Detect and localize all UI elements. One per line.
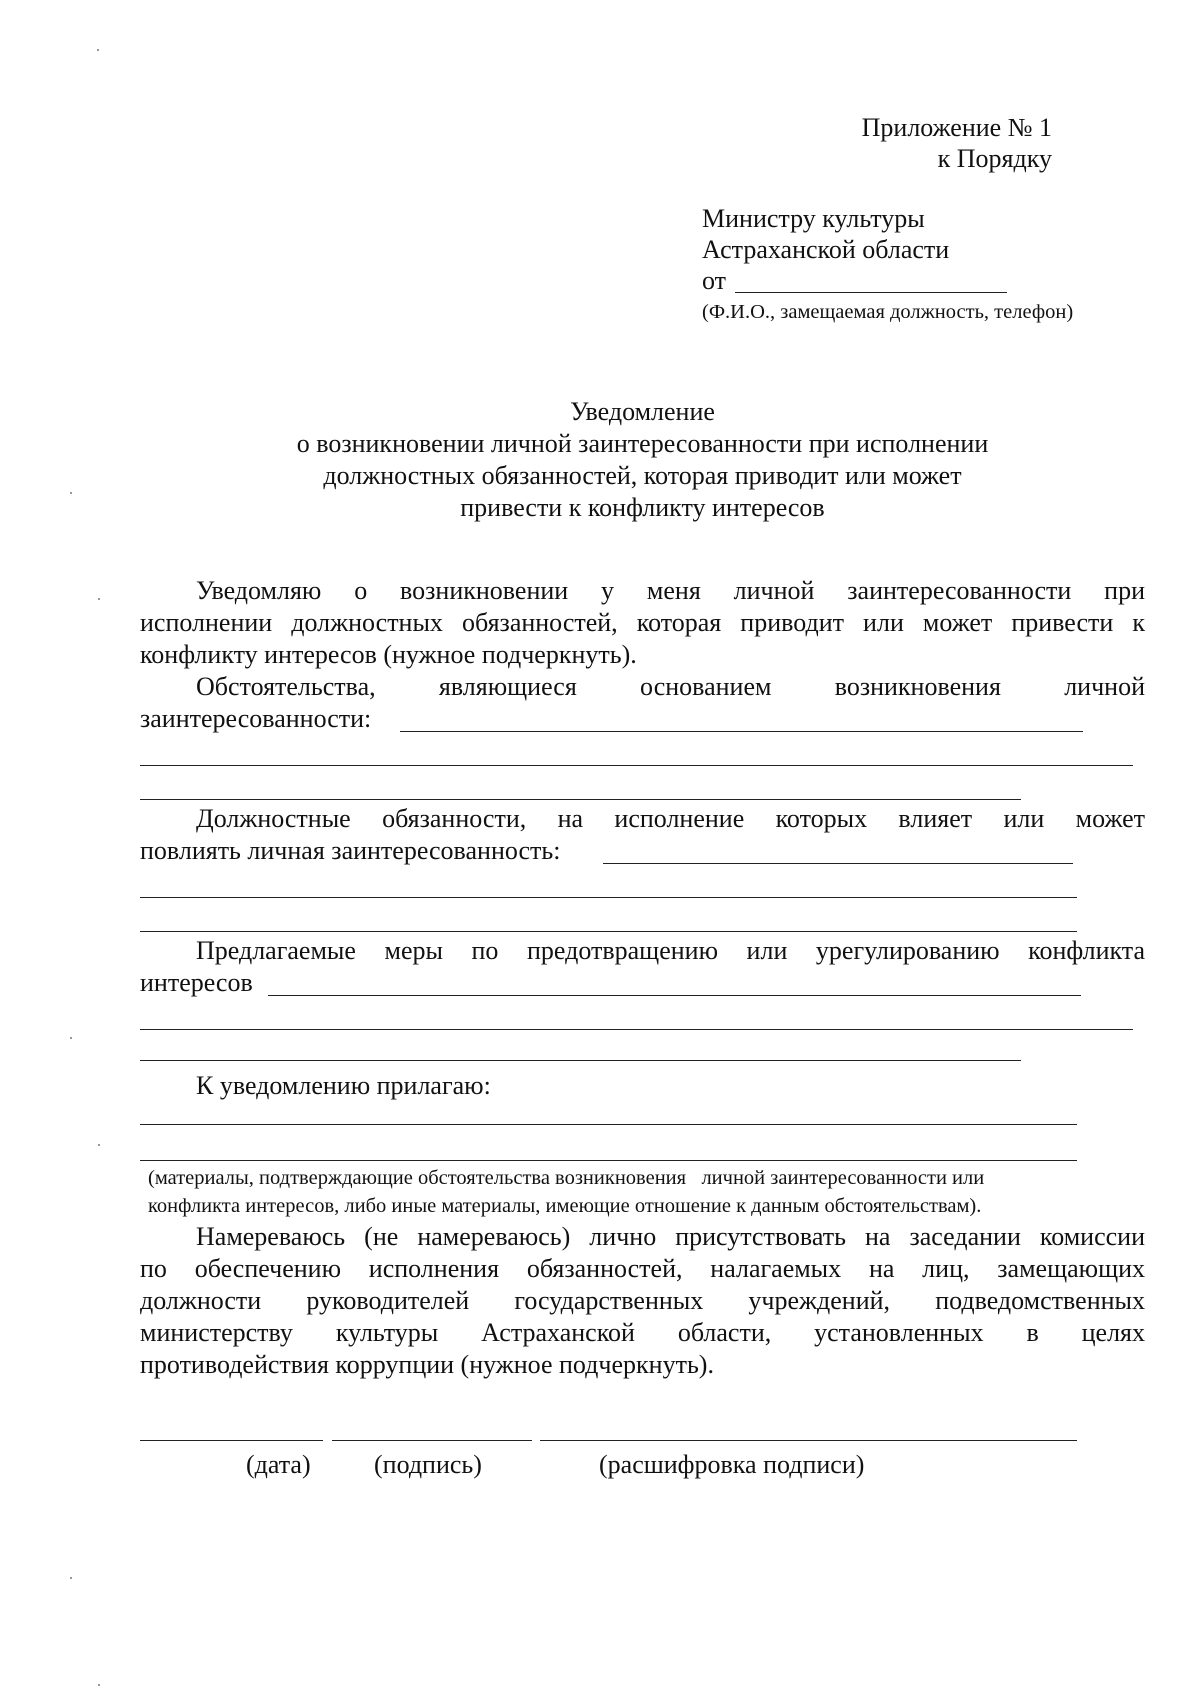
date-signature-line — [140, 1440, 323, 1441]
p3-blank-1 — [603, 863, 1073, 864]
p6-line-3: должности руководителей государственных учреждений, подведомственных — [140, 1286, 1145, 1315]
scan-speck — [98, 1144, 100, 1146]
sign-hint: (подпись) — [374, 1450, 482, 1479]
p3-line-1: Должностные обязанности, на исполнение которых влияет или может — [196, 804, 1145, 833]
appendix-number: Приложение № 1 — [861, 113, 1052, 142]
p1-line-2: исполнении должностных обязанностей, которая приводит или может привести к — [140, 608, 1145, 637]
attachments-blank-2 — [140, 1160, 1077, 1161]
scan-speck — [70, 492, 72, 494]
p2-blank-3 — [140, 799, 1021, 800]
p2-blank-2 — [140, 765, 1133, 766]
p3-blank-3 — [140, 931, 1077, 932]
p3-blank-2 — [140, 897, 1077, 898]
decode-hint: (расшифровка подписи) — [599, 1450, 865, 1479]
document-subtitle-1: о возникновении личной заинтересованности при исполнении — [296, 429, 989, 458]
p1-line-1: Уведомляю о возникновении у меня личной заинтересованности при — [196, 576, 1145, 605]
sign-signature-line — [332, 1440, 532, 1441]
scan-speck — [98, 598, 100, 600]
date-hint: (дата) — [246, 1450, 311, 1479]
p1-line-3: конфликту интересов (нужное подчеркнуть). — [140, 640, 637, 669]
materials-hint-line-1: (материалы, подтверждающие обстоятельства возникновения личной заинтересованности или — [148, 1167, 985, 1189]
scan-speck — [97, 49, 99, 51]
scan-speck — [70, 1037, 72, 1039]
p4-blank-1 — [268, 995, 1081, 996]
p6-line-5: противодействия коррупции (нужное подчеркнуть). — [140, 1350, 714, 1379]
p2-blank-1 — [400, 731, 1083, 732]
document-subtitle-2: должностных обязанностей, которая приводит или может — [323, 461, 962, 490]
p6-line-1: Намереваюсь (не намереваюсь) лично присутствовать на заседании комиссии — [196, 1222, 1145, 1251]
addressee-line-1: Министру культуры — [702, 204, 925, 233]
p4-blank-3 — [140, 1060, 1021, 1061]
addressee-line-2: Астраханской области — [702, 235, 950, 264]
attachments-blank-1 — [140, 1124, 1077, 1125]
materials-hint-line-2: конфликта интересов, либо иные материалы, имеющие отношение к данным обстоятельствам). — [148, 1195, 982, 1217]
attachments-label: К уведомлению прилагаю: — [196, 1071, 491, 1100]
p4-line-1: Предлагаемые меры по предотвращению или урегулированию конфликта — [196, 936, 1145, 965]
p3-line-2-label: повлиять личная заинтересованность: — [140, 836, 561, 865]
p2-line-2-label: заинтересованности: — [140, 704, 372, 733]
p6-line-4: министерству культуры Астраханской области, установленных в целях — [140, 1318, 1145, 1347]
document-title: Уведомление — [570, 397, 715, 426]
p2-line-1: Обстоятельства, являющиеся основанием возникновения личной — [196, 672, 1145, 701]
scan-speck — [70, 1577, 72, 1579]
addressee-from-hint: (Ф.И.О., замещаемая должность, телефон) — [702, 301, 1074, 323]
p4-blank-2 — [140, 1029, 1133, 1030]
appendix-order-ref: к Порядку — [937, 144, 1052, 173]
document-subtitle-3: привести к конфликту интересов — [460, 493, 825, 522]
addressee-from-label: от — [702, 266, 727, 295]
decode-signature-line — [540, 1440, 1077, 1441]
p4-line-2-label: интересов — [140, 968, 253, 997]
scan-speck — [98, 1684, 100, 1686]
from-blank-line — [735, 292, 1007, 293]
p6-line-2: по обеспечению исполнения обязанностей, налагаемых на лиц, замещающих — [140, 1254, 1145, 1283]
